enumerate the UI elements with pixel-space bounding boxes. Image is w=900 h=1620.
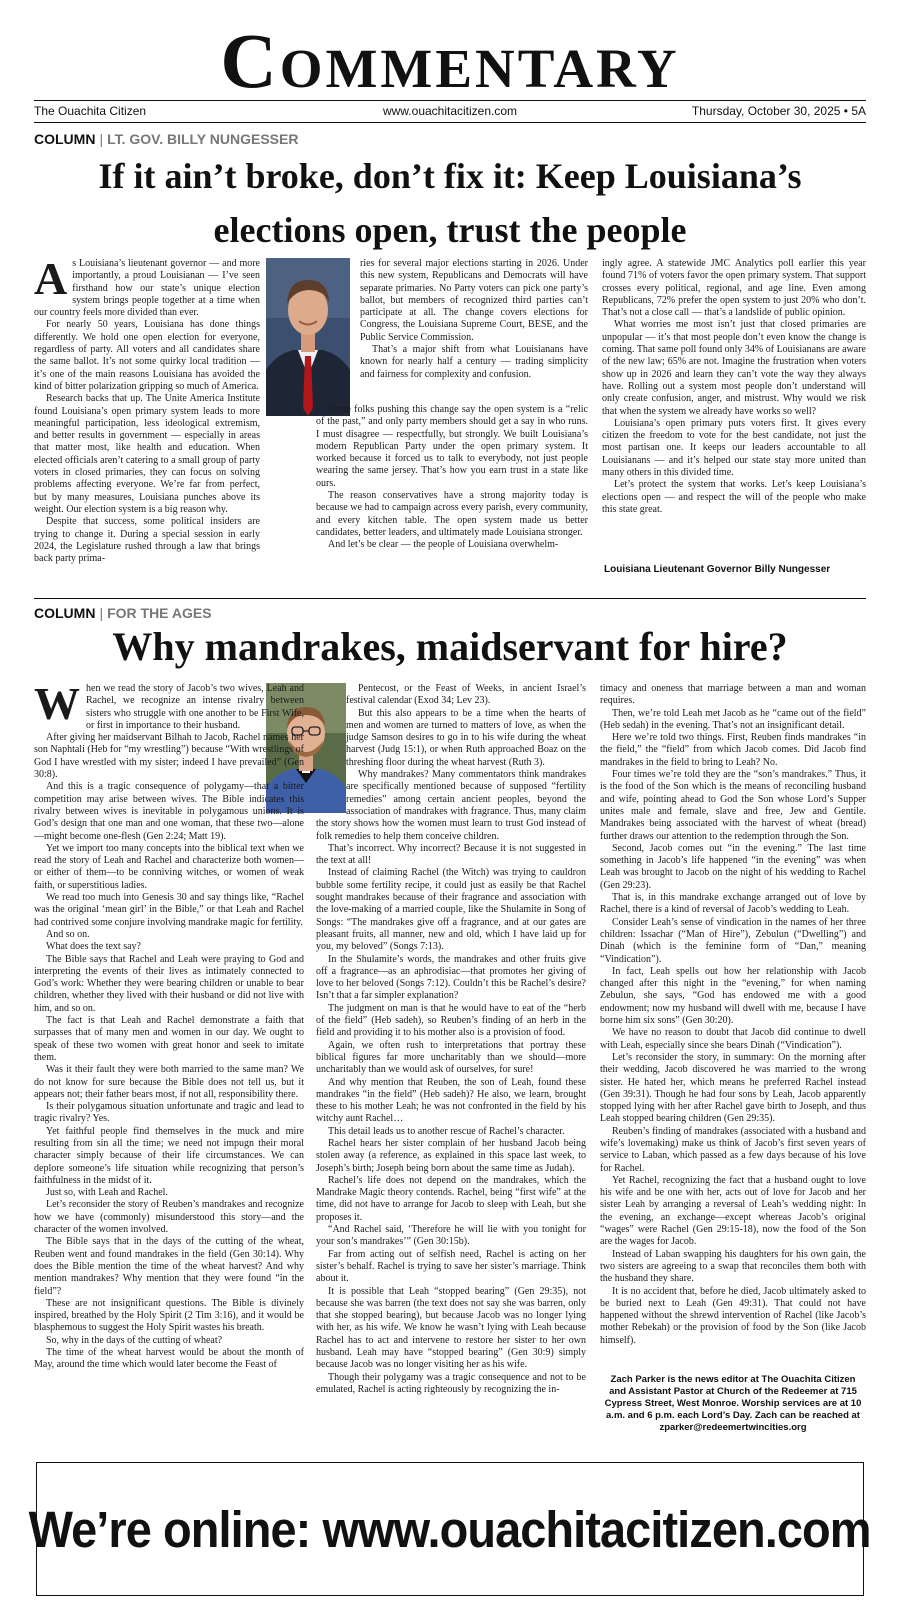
paragraph: The reason conservatives have a strong majority today is because we had to campaign across every parish, every community, and every kitchen table. The open system made us better candidates, better leaders, and ultimately made Louisiana stronger.	[316, 490, 588, 538]
paragraph: So, why in the days of the cutting of wheat?	[46, 1334, 223, 1346]
paragraph: But this also appears to be a time when the hearts of men and women are turned to matters of love, as when the judge Samson desires to go in to his wife during the wheat harvest (Judg 15:1), or when Ruth approached Boaz on the threshing floor during the wheat harvest (Ruth 3).	[346, 707, 586, 768]
masthead-title: Commentary	[220, 17, 680, 104]
article2-label: COLUMN	[34, 605, 96, 621]
article1-label: COLUMN	[34, 131, 96, 147]
paragraph: Far from acting out of selfish need, Rachel is acting on her sister’s behalf. Rachel is trying to save her sister’s marriage. Think about it.	[316, 1248, 586, 1285]
paragraph: Instead of claiming Rachel (the Witch) was trying to cauldron bubble some fertility recipe, it could just as easily be that Rachel sought mandrakes because of their fragrance and association with the love-making of a married couple, like the Shulamite in Song of Songs: “The mandrakes give off a fragrance, and at our gates are pleasant fruits, all manner, new and old, which I have laid up for you, my beloved” (Songs 7:13).	[316, 867, 586, 953]
paragraph: Some folks pushing this change say the open system is a “relic of the past,” and only party members should get a say in who runs. I must disagree — respectfully, but strongly. We built Louisiana’s modern Republican Party under the open primary system. It worked because it forced us to talk to everybody, not just people wearing the same jersey. That’s how you earn trust in a state like ours.	[316, 404, 588, 489]
paragraph: That’s a major shift from what Louisianans have known for nearly half a century — trading simplicity and fairness for complexity and confusion.	[360, 344, 588, 380]
paragraph: Was it their fault they were both married to the same man? We do not know for sure because the Bible does not tell us, but it appears not; their father bears most, if not all, responsibility there.	[34, 1064, 304, 1100]
paragraph: Here we’re told two things. First, Reuben finds mandrakes “in the field,” the “field” from which Jacob comes. Did Jacob find mandrakes in the field to bring to Leah? No.	[600, 732, 866, 768]
paragraph: Reuben’s finding of mandrakes (associated with a husband and wife’s lovemaking) make us think of Jacob’s first seven years of service to Laban, which passed as a few days because of his love for Rachel.	[600, 1125, 866, 1174]
article1-headline: If it ain’t broke, don’t fix it: Keep Louisiana’s elections open, trust the people	[98, 156, 802, 250]
paragraph: s Louisiana’s lieutenant governor — and more importantly, a proud Louisianan — I’ve seen firsthand how our state’s unique election system brings people together at a time when our country feels more divided than ever.	[34, 258, 260, 319]
folio-url: www.ouachitacitizen.com	[382, 104, 518, 118]
paragraph: Four times we’re told they are the “son’s mandrakes.” Thus, it is the food of the Son which is the means of reconciling husband and wife, pointing ahead to God the Son whose Lord’s Supper unites male and female, slave and free, Jew and Gentile. Mandrakes being associated with the harvest of wheat (bread) further draws our attention to the redemption through the Son.	[600, 769, 866, 842]
paragraph: In the Shulamite’s words, the mandrakes and other fruits give off a fragrance—as an aphrodisiac—that promotes her giving of love to her beloved (Songs 7:12). Couldn’t this be Rachel’s desire? Isn’t that a far simpler explanation?	[316, 953, 586, 1002]
article2-tag: FOR THE AGES	[107, 605, 212, 621]
article1-signature: Louisiana Lieutenant Governor Billy Nungesser	[604, 564, 831, 575]
paragraph: This detail leads us to another rescue of Rachel’s character.	[328, 1125, 565, 1137]
article2-bio: Zach Parker is the news editor at The Ouachita Citizen and Assistant Pastor at Church of the Redeemer at 715 Cypress Street, West Monroe. Worship services are at 10 a.m. and 6 p.m. each Lord’s Day. Zach can be reached at zparker@redeemertwincities.org	[604, 1374, 862, 1433]
paragraph: Consider Leah’s sense of vindication in the names of her three children: Issachar (“Man of Hire”), Zebulun (“Dwelling”) and Dinah (which is the feminine form of “Dan,” meaning “Vindication”).	[600, 916, 866, 965]
paragraph: Let’s reconsider the story of Reuben’s mandrakes and recognize how we have (commonly) misunderstood this story—and the character of the women involved.	[34, 1199, 304, 1236]
article2-headline: Why mandrakes, maidservant for hire?	[112, 624, 788, 669]
masthead-rule-bottom	[34, 122, 866, 123]
paragraph: Is their polygamous situation unfortunate and tragic and lead to tragic rivalry? Yes.	[34, 1101, 304, 1125]
article1-dropcap: A	[34, 258, 68, 304]
paragraph: The judgment on man is that he would have to eat of the “herb of the field” (Heb sadeh), so Reuben’s finding of an herb in the field and providing it to his mother also is a provision of food.	[316, 1002, 586, 1039]
paragraph: Though their polygamy was a tragic consequence and not to be emulated, Rachel is acting righteously by recognizing the in-	[316, 1371, 586, 1395]
paragraph: Let’s protect the system that works. Let’s keep Louisiana’s elections open — and respect the will of the people who make this state great.	[602, 479, 866, 515]
paragraph: hen we read the story of Jacob’s two wives, Leah and Rachel, we recognize an intense rivalry between sisters who struggle with one another to be First Wife, or first in importance to their husband.	[86, 683, 304, 731]
masthead-rule-top	[34, 100, 866, 101]
paragraph: Rachel’s life does not depend on the mandrakes, which the Mandrake Magic theory contends. Rachel, being “first wife” at the time, did not have to arrange for Jacob to sleep with Leah, but she proposes it.	[316, 1174, 586, 1223]
paragraph: “And Rachel said, ‘Therefore he will lie with you tonight for your son’s mandrakes’” (Gen 30:15b).	[316, 1224, 586, 1248]
paragraph: The Bible says that Rachel and Leah were praying to God and interpreting the events of their lives as intimately connected to God’s work: Whether they were bearing children or unable to bear children, whether they lived with their husband or did not live with him, and so on.	[34, 953, 304, 1014]
article1-col2-bottom	[316, 404, 588, 584]
paragraph: The fact is that Leah and Rachel demonstrate a faith that surpasses that of many men and women in our day. We ought to speak of these two women with great honor and seek to imitate them.	[34, 1015, 304, 1063]
paragraph: Pentecost, or the Feast of Weeks, in ancient Israel’s festival calendar (Exod 34; Lev 23).	[346, 683, 586, 707]
paragraph: The time of the wheat harvest would be about the month of May, around the time which would later become the Feast of	[34, 1347, 304, 1371]
paragraph: Research backs that up. The Unite America Institute found Louisiana’s open primary system leads to more meaningful participation, less ideological extremism, and better results in government — especially in areas that matter most, like health and education. When elected officials aren’t catering to a small group of party voters in closed primaries, they can focus on solving problems affecting everyone. We’re far from perfect, but by many measures, Louisiana punches above its weight. Our election system is a big reason why.	[34, 393, 260, 515]
paragraph: What worries me most isn’t just that closed primaries are unpopular — it’s that most people don’t even know the change is coming. That same poll found only 34% of Louisianans are aware of the new law; 65% are not. Imagine the frustration when voters show up in 2026 and learn they can’t vote the way they always have. Rolling out a system most people don’t understand will only create confusion, anger, and mistrust. Why would we risk that when the system we already have works so well?	[602, 319, 866, 417]
article1-tag: LT. GOV. BILLY NUNGESSER	[107, 131, 299, 147]
paragraph: That is, in this mandrake exchange arranged out of love by Rachel, there is a kind of reversal of Jacob’s wedding to Leah.	[600, 892, 866, 916]
paragraph: Why mandrakes? Many commentators think mandrakes are specifically mentioned because of supposed “fertility remedies” among certain ancient peoples, beyond the association of mandrakes with fragrance. Thus, many claim the story shows how the women must learn to trust God instead of folk remedies to help them conceive children.	[316, 769, 586, 842]
paragraph: Yet faithful people find themselves in the muck and mire resulting from sin all the time; we need not impugn their moral character simply because of their life circumstances. We can deplore someone’s life situation while recognizing that person’s faithfulness in the midst of it.	[34, 1125, 304, 1186]
article2-dropcap: W	[34, 683, 80, 729]
article2-col1	[34, 683, 304, 1447]
paragraph: Despite that success, some political insiders are trying to change it. During a special session in early 2024, the Legislature rushed through a law that brings back party prima-	[34, 516, 260, 565]
paragraph: And let’s be clear — the people of Louisiana overwhelm-	[328, 539, 559, 551]
paragraph: For nearly 50 years, Louisiana has done things differently. We hold one open election for everyone, regardless of party. All voters and all candidates share the same ballot. It’s not some quirky local tradition — it’s one of the main reasons Louisiana has avoided the kind of bitter polarization gripping so much of America.	[34, 319, 260, 392]
paragraph: What does the text say?	[46, 941, 141, 953]
article1-kicker: COLUMN | LT. GOV. BILLY NUNGESSER	[34, 131, 299, 147]
paragraph: It is possible that Leah “stopped bearing” (Gen 29:35), not because she was barren (the text does not say she was barren, only that she stopped bearing), but because Jacob was no longer lying with her, as his wife. We know he wasn’t lying with Leah because Rachel has to act and intervene to restore her sister to her own husband. Leah may have “stopped bearing” (Gen 30:9) simply because Jacob was no longer visiting her as his wife.	[316, 1285, 586, 1371]
website-ad-box	[29, 1462, 871, 1596]
paragraph: Yet we import too many concepts into the biblical text when we read the story of Leah and Rachel and characterize both women—or either of them—to be conniving witches, or women of weak faith, or superstitious ladies.	[34, 842, 304, 891]
paragraph: timacy and oneness that marriage between a man and woman requires.	[600, 683, 866, 707]
paragraph: It is no accident that, before he died, Jacob ultimately asked to be buried next to Leah (Gen 49:31). That could not have happened without the shrewd intervention of Rachel (like Jacob’s mother Rebekah) or the provision of food by the Son (like Jacob himself).	[600, 1285, 866, 1346]
paragraph: ries for several major elections starting in 2026. Under this new system, Republicans and Democrats will have separate primaries. No Party voters can pick one party’s ballot, but members of recognized third parties can’t participate at all. The change covers elections for Congress, the Louisiana Supreme Court, BESE, and the Public Service Commission.	[360, 258, 588, 343]
portrait-photo-nungesser	[266, 258, 350, 416]
article1-col2-top	[360, 258, 588, 388]
paragraph: That’s incorrect. Why incorrect? Because it is not suggested in the text at all!	[316, 842, 586, 867]
paragraph: We read too much into Genesis 30 and say things like, “Rachel was the original ‘mean girl’ in the Bible,” or that Leah and Rachel had contrived some conjure involving mandrake magic for fertility.	[34, 892, 304, 928]
folio-date: Thursday, October 30, 2025 • 5A	[691, 104, 866, 118]
paragraph: We have no reason to doubt that Jacob did continue to dwell with Leah, especially since she bears Dinah (“Vindication”).	[600, 1027, 866, 1051]
paragraph: In fact, Leah spells out how her relationship with Jacob changed after this night in the “evening,” for when naming Zebulun, she says, “God has endowed me with a good endowment; now my husband will dwell with me, because I have borne him six sons” (Gen 30:20).	[600, 965, 866, 1027]
paragraph: After giving her maidservant Bilhah to Jacob, Rachel names her son Naphtali (Heb for “my wrestling”) because “With wrestlings of God I have wrestled with my sister; indeed I have prevailed” (Gen 30:8).	[34, 732, 304, 781]
paragraph: Second, Jacob comes out “in the evening.” The last time something in Jacob’s life happened “in the evening” was when Leah was brought to Jacob on the night of his wedding to Rachel (Gen 29:23).	[600, 842, 866, 891]
website-ad-text: We’re online: www.ouachitacitizen.com	[29, 1500, 871, 1558]
paragraph: And this is a tragic consequence of polygamy—that a bitter competition may arise between wives. The Bible indicates this rivalry between wives is inevitable in polygamous unions. It is God’s design that one man and one woman, that these two—alone—might become one-flesh (Gen 2:24; Matt 19).	[34, 781, 304, 842]
paragraph: Rachel hears her sister complain of her husband Jacob being stolen away (a reference, as explained in this space last week, to Joseph’s birth; Joseph being born about the same time as Judah).	[316, 1137, 586, 1174]
paragraph: These are not insignificant questions. The Bible is divinely inspired, breathed by the Holy Spirit (2 Tim 3:16), and it would be blasphemous to suggest the Holy Spirit wastes his breath.	[34, 1297, 304, 1334]
article2-kicker: COLUMN | FOR THE AGES	[34, 605, 212, 621]
paragraph: Yet Rachel, recognizing the fact that a husband ought to love his wife and be one with her, acts out of love for Jacob and her sister Leah by arranging a reversal of Leah’s wedding night: In the evening, an exchange—except whereas Jacob’s original “wages” were Rachel (Gen 29:15-18), now the food of the Son are the wages for Jacob.	[600, 1174, 866, 1248]
paragraph: Then, we’re told Leah met Jacob as he “came out of the field” (Heb sedah) in the evening. That’s not an insignificant detail.	[600, 707, 866, 731]
paragraph: And so on.	[46, 928, 90, 940]
paragraph: Again, we often rush to interpretations that portray these biblical figures far more uncharitably than we should—more uncharitably than we would ask of ourselves, for sure!	[316, 1039, 586, 1076]
section-divider	[34, 598, 866, 599]
article2-col3	[600, 683, 866, 1363]
paragraph: Let’s reconsider the story, in summary: On the morning after their wedding, Jacob discovered he was married to the wrong sister. He hated her, which means he preferred Rachel instead (Gen 39:31). Though he had four sons by Leah, Jacob apparently stopped lying with her after Rachel gave birth to Joseph, and thus Leah stopped bearing children (Gen 29:35).	[600, 1051, 866, 1125]
paragraph: Just so, with Leah and Rachel.	[46, 1187, 168, 1199]
paragraph: The Bible says that in the days of the cutting of the wheat, Reuben went and found mandrakes in the field (Gen 30:14). Why does the Bible mention the time of the wheat harvest? And why mention mandrakes? Why mention that they were found “in the field”?	[34, 1236, 304, 1297]
article1-col3	[602, 258, 866, 548]
folio-line	[34, 104, 866, 120]
paragraph: Instead of Laban swapping his daughters for his own gain, the two sisters are agreeing to a swap that reconciles them both with the husband they share.	[600, 1248, 866, 1285]
article2-col2	[316, 683, 586, 1447]
folio-paper: The Ouachita Citizen	[34, 104, 147, 118]
paragraph: And why mention that Reuben, the son of Leah, found these mandrakes “in the field” (Heb sadeh)? He also, we learn, brought these to his mother Leah; he was not confronted in the field by his witchy aunt Rachel…	[316, 1076, 586, 1125]
paragraph: Louisiana’s open primary puts voters first. It gives every citizen the freedom to vote for the best candidate, not just the most partisan one. It keeps our leaders accountable to all Louisianans — and it’s helped our state stay more united than many others in this divided time.	[602, 417, 866, 479]
paragraph: ingly agree. A statewide JMC Analytics poll earlier this year found 71% of voters favor the open primary system. That support crosses every political, regional, and age line. Even among Republicans, 72% prefer the open system to just 20% who don’t. That’s not a close call — that’s a landslide of public opinion.	[602, 258, 866, 319]
article1-col1	[34, 258, 260, 584]
